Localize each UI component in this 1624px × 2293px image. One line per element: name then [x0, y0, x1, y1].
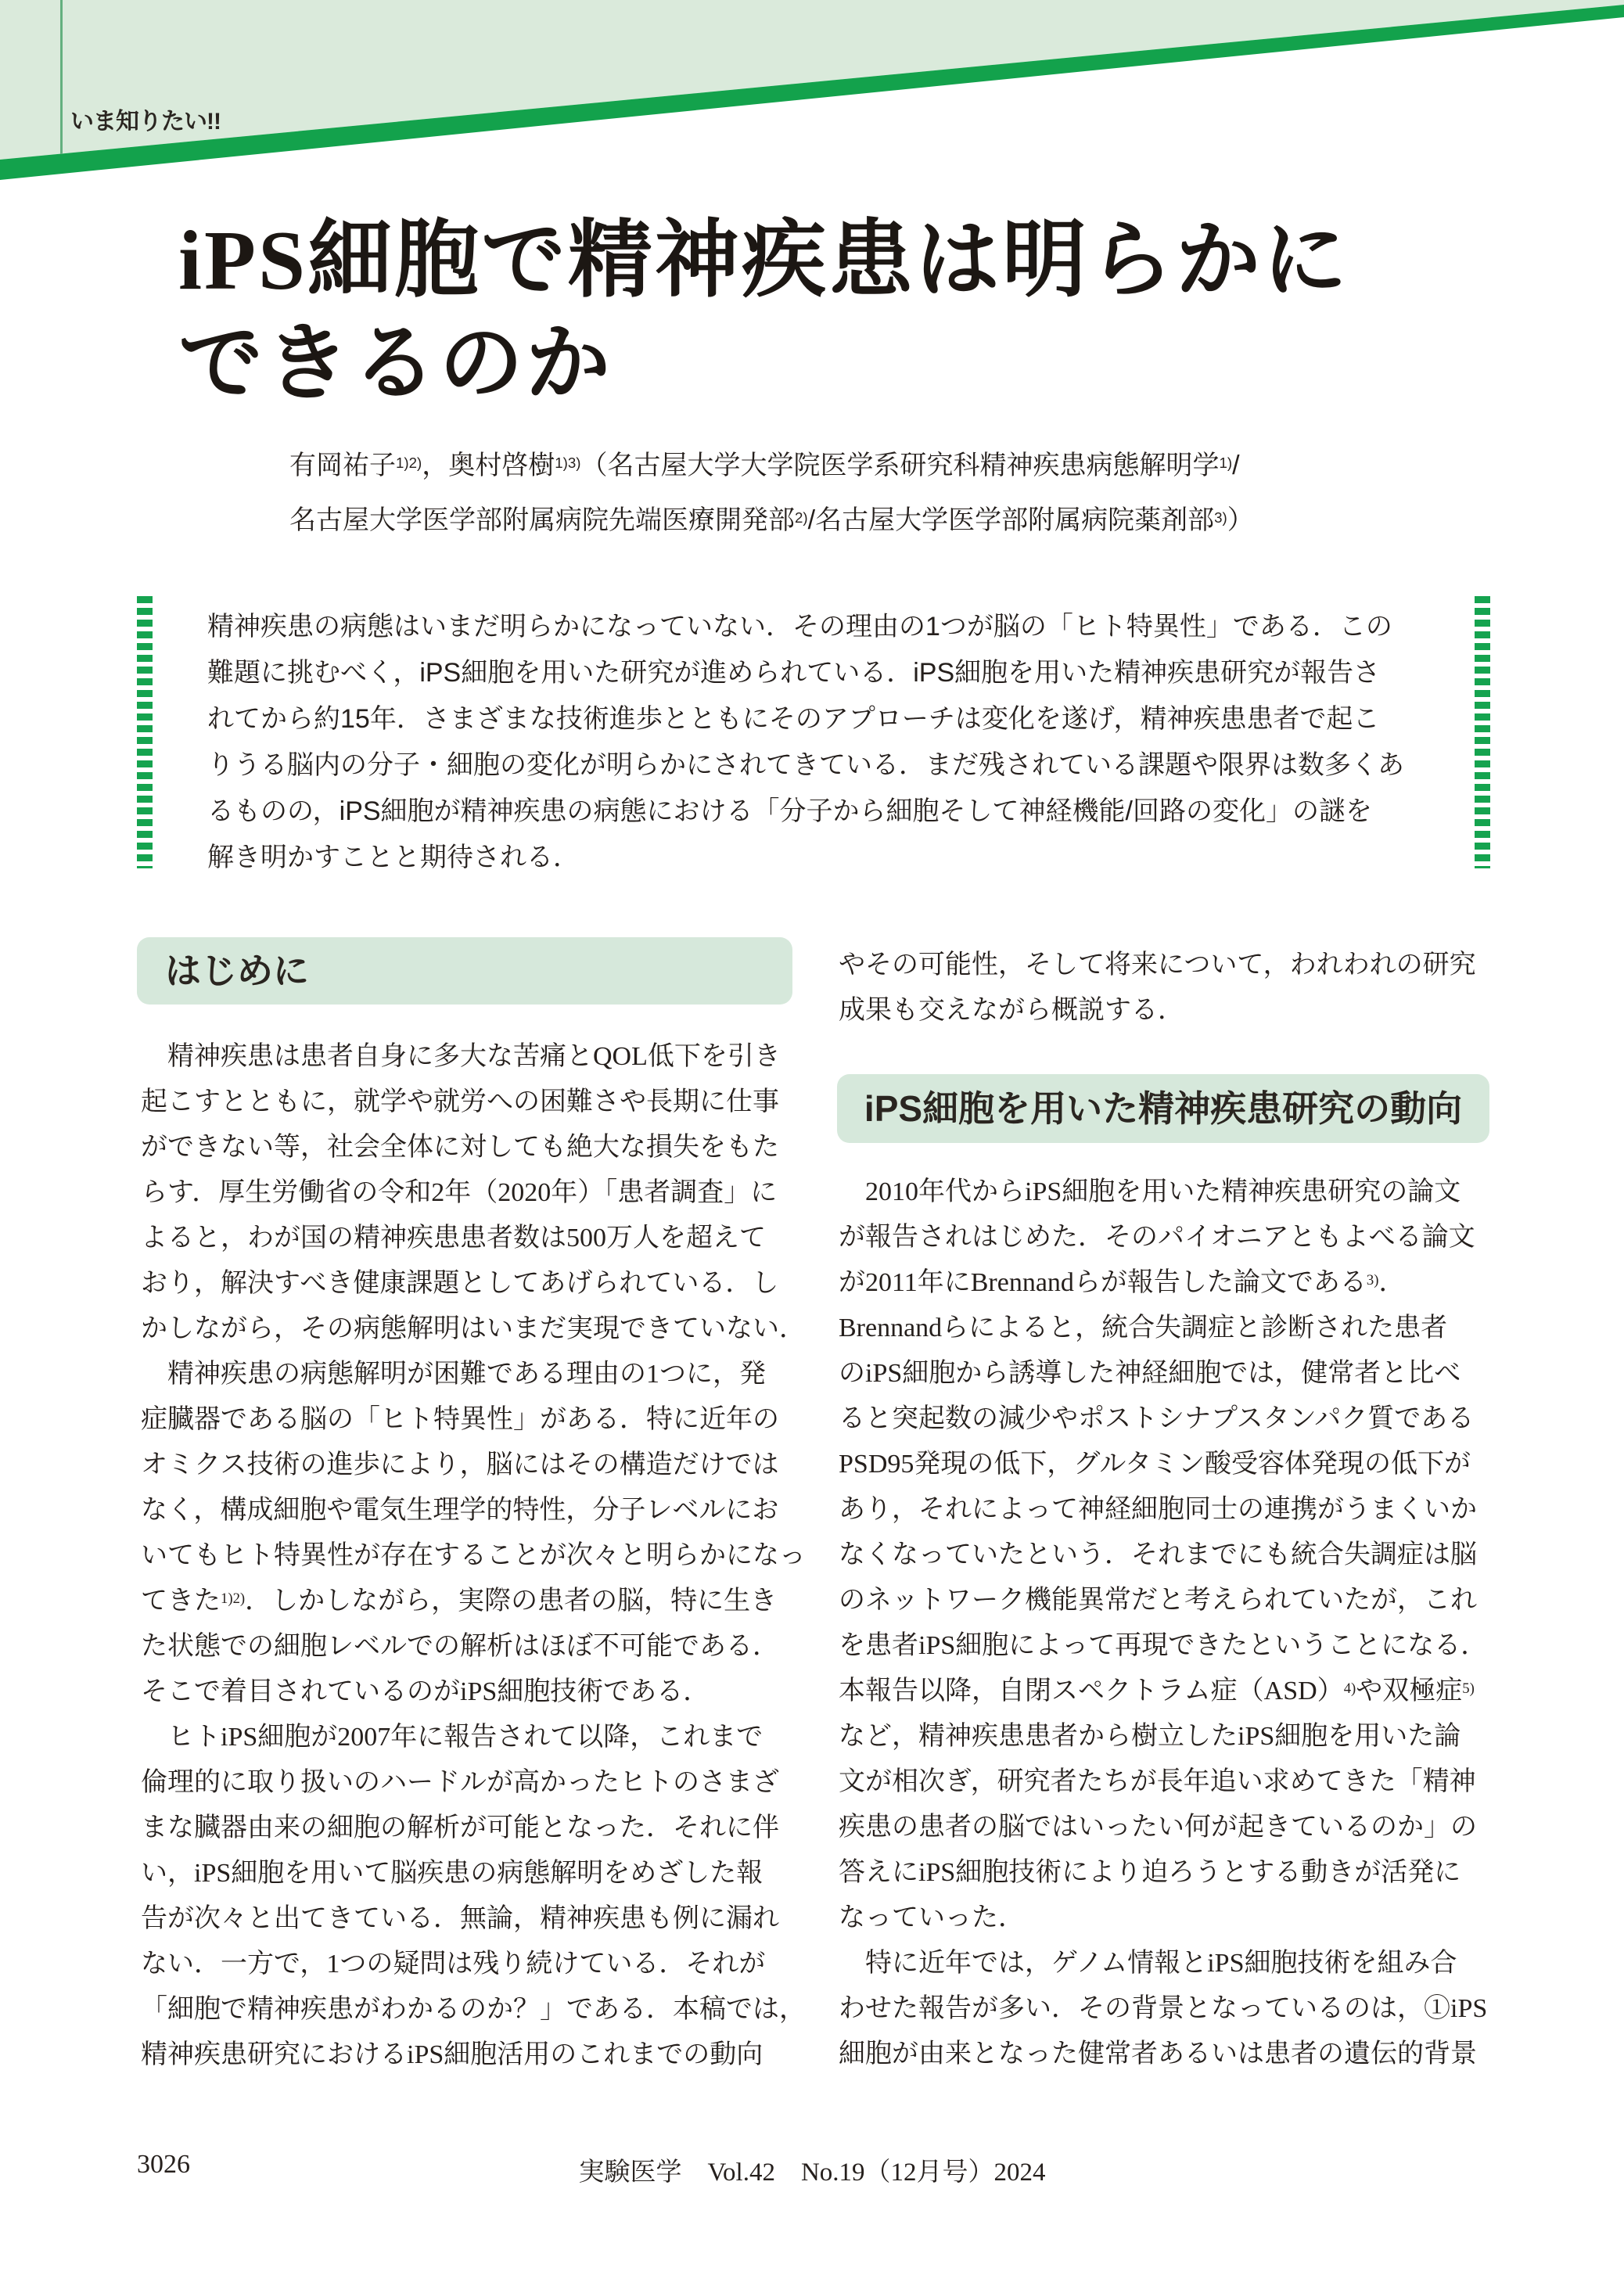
- text-line: 本報告以降，自閉スペクトラム症（ASD）$^{4)}$や双極症$^{5)}$: [839, 1677, 1475, 1705]
- text-line: 起こすとともに，就学や就労への困難さや長期に仕事: [141, 1087, 779, 1116]
- abstract-left-dashed-border: [137, 596, 153, 868]
- text-line: 精神疾患の病態解明が困難である理由の1つに，発: [141, 1360, 766, 1389]
- authors-affiliations: [289, 438, 1510, 548]
- text-line: のネットワーク機能異常だと考えられていたが，これ: [839, 1586, 1477, 1615]
- section-heading-text: はじめに: [165, 951, 309, 991]
- text-line: が2011年にBrennandらが報告した論文である$^{3)}$．: [839, 1268, 1406, 1297]
- text-line: あり，それによって神経細胞同士の連携がうまくいか: [839, 1495, 1477, 1524]
- text-line: れてから約15年．さまざまな技術進歩とともにそのアプローチは変化を遂げ，精神疾患患者で起こ: [207, 704, 1380, 734]
- right-column-intro-text: [839, 943, 1493, 1033]
- text-line: 精神疾患の病態はいまだ明らかになっていない．その理由の1つが脳の「ヒト特異性」である．この: [207, 612, 1392, 642]
- text-line: やその可能性，そして将来について，われわれの研究: [839, 951, 1476, 979]
- text-line: 「細胞で精神疾患がわかるのか？」である．本稿では，: [141, 1995, 806, 2024]
- text-line: Brennandらによると，統合失調症と診断された患者: [839, 1314, 1448, 1342]
- article-title-line1: iPS細胞で精神疾患は明らかに: [178, 214, 1350, 307]
- header-banner: [0, 0, 1624, 188]
- text-line: 細胞が由来となった健常者あるいは患者の遺伝的背景: [839, 2040, 1477, 2068]
- text-line: 特に近年では，ゲノム情報とiPS細胞技術を組み合: [839, 1949, 1457, 1978]
- text-line: を患者iPS細胞によって再現できたということになる．: [839, 1631, 1488, 1660]
- footer-page-number: 3026: [137, 2150, 190, 2179]
- text-line: なっていった．: [839, 1903, 1025, 1932]
- text-line: なく，構成細胞や電気生理学的特性，分子レベルにお: [141, 1496, 779, 1525]
- text-line: なくなっていたという．それまでにも統合失調症は脳: [839, 1540, 1477, 1569]
- header-rule-line: [60, 0, 63, 154]
- text-line: ができない等，社会全体に対しても絶大な損失をもた: [141, 1133, 779, 1162]
- text-line: かしながら，その病態解明はいまだ実現できていない．: [141, 1314, 806, 1343]
- abstract-right-dashed-border: [1475, 596, 1490, 868]
- text-line: ヒトiPS細胞が2007年に報告されて以降，これまで: [141, 1723, 763, 1752]
- text-line: らす．厚生労働省の令和2年（2020年）「患者調査」に: [141, 1178, 778, 1207]
- series-label: いま知りたい!!: [70, 109, 221, 135]
- text-line: ると突起数の減少やポストシナプスタンパク質である: [839, 1404, 1475, 1433]
- text-line: 症臓器である脳の「ヒト特異性」がある．特に近年の: [141, 1405, 779, 1434]
- section-heading-introduction: [137, 937, 792, 1005]
- text-line: のiPS細胞から誘導した神経細胞では，健常者と比べ: [839, 1359, 1461, 1388]
- footer-journal-reference: 実験医学 Vol.42 No.19（12月号）2024: [578, 2158, 1046, 2187]
- text-line: など，精神疾患患者から樹立したiPS細胞を用いた論: [839, 1722, 1461, 1751]
- text-line: PSD95発現の低下，グルタミン酸受容体発現の低下が: [839, 1450, 1471, 1479]
- section-heading-text: iPS細胞を用いた精神疾患研究の動向: [864, 1088, 1463, 1129]
- text-line: 倫理的に取り扱いのハードルが高かったヒトのさまざ: [141, 1768, 779, 1797]
- text-line: 精神疾患研究におけるiPS細胞活用のこれまでの動向: [141, 2040, 763, 2069]
- abstract-box: [137, 596, 1490, 872]
- right-column-body-text: [839, 1170, 1493, 2077]
- text-line: 2010年代からiPS細胞を用いた精神疾患研究の論文: [839, 1177, 1461, 1206]
- text-line: い，iPS細胞を用いて脳疾患の病態解明をめざした報: [141, 1859, 763, 1888]
- text-line: 精神疾患は患者自身に多大な苦痛とQOL低下を引き: [141, 1042, 781, 1071]
- article-title: [178, 210, 1349, 416]
- text-line: 有岡祐子$^{1)2)}$，奥村啓樹$^{1)3)}$（名古屋大学大学院医学系研究科精神疾患病態解明学$^{1)}$/: [289, 451, 1240, 480]
- text-line: 答えにiPS細胞技術により迫ろうとする動きが活発に: [839, 1858, 1461, 1887]
- text-line: 告が次々と出てきている．無論，精神疾患も例に漏れ: [141, 1904, 779, 1933]
- text-line: てきた$^{1)2)}$．しかしながら，実際の患者の脳，特に生き: [141, 1587, 778, 1616]
- text-line: オミクス技術の進歩により，脳にはその構造だけでは: [141, 1450, 779, 1479]
- section-heading-ips-research-trends: [837, 1074, 1489, 1143]
- article-title-line2: できるのか: [178, 318, 613, 411]
- text-line: 成果も交えながら概説する．: [839, 996, 1184, 1025]
- text-line: まな臓器由来の細胞の解析が可能となった．それに伴: [141, 1813, 779, 1842]
- text-line: 疾患の患者の脳ではいったい何が起きているのか」の: [839, 1813, 1477, 1842]
- text-line: りうる脳内の分子・細胞の変化が明らかにされてきている．まだ残されている課題や限界は数多くあ: [207, 750, 1404, 780]
- text-line: 解き明かすことと期待される．: [207, 843, 580, 872]
- text-line: わせた報告が多い．その背景となっているのは，①iPS: [839, 1994, 1488, 2023]
- text-line: が報告されはじめた．そのパイオニアともよべる論文: [839, 1223, 1475, 1252]
- text-line: 文が相次ぎ，研究者たちが長年追い求めてきた「精神: [839, 1767, 1476, 1796]
- text-line: ない．一方で，1つの疑問は残り続けている．それが: [141, 1950, 766, 1979]
- abstract-text: [207, 604, 1425, 881]
- text-line: いてもヒト特異性が存在することが次々と明らかになっ: [141, 1541, 806, 1570]
- left-column-text: [141, 1034, 806, 2078]
- header-band-shape: [0, 0, 1624, 160]
- text-line: よると，わが国の精神疾患患者数は500万人を超えて: [141, 1224, 766, 1253]
- text-line: 難題に挑むべく，iPS細胞を用いた研究が進められている．iPS細胞を用いた精神疾患研究が報告さ: [207, 658, 1381, 688]
- text-line: おり，解決すべき健康課題としてあげられている．し: [141, 1269, 779, 1298]
- text-line: るものの，iPS細胞が精神疾患の病態における「分子から細胞そして神経機能/回路の変化」の謎を: [207, 796, 1372, 826]
- text-line: そこで着目されているのがiPS細胞技術である．: [141, 1677, 710, 1706]
- text-line: 名古屋大学医学部附属病院先端医療開発部$^{2)}$/名古屋大学医学部附属病院薬剤部$^{3)}$）: [289, 505, 1254, 535]
- text-line: た状態での細胞レベルでの解析はほぼ不可能である．: [141, 1632, 779, 1661]
